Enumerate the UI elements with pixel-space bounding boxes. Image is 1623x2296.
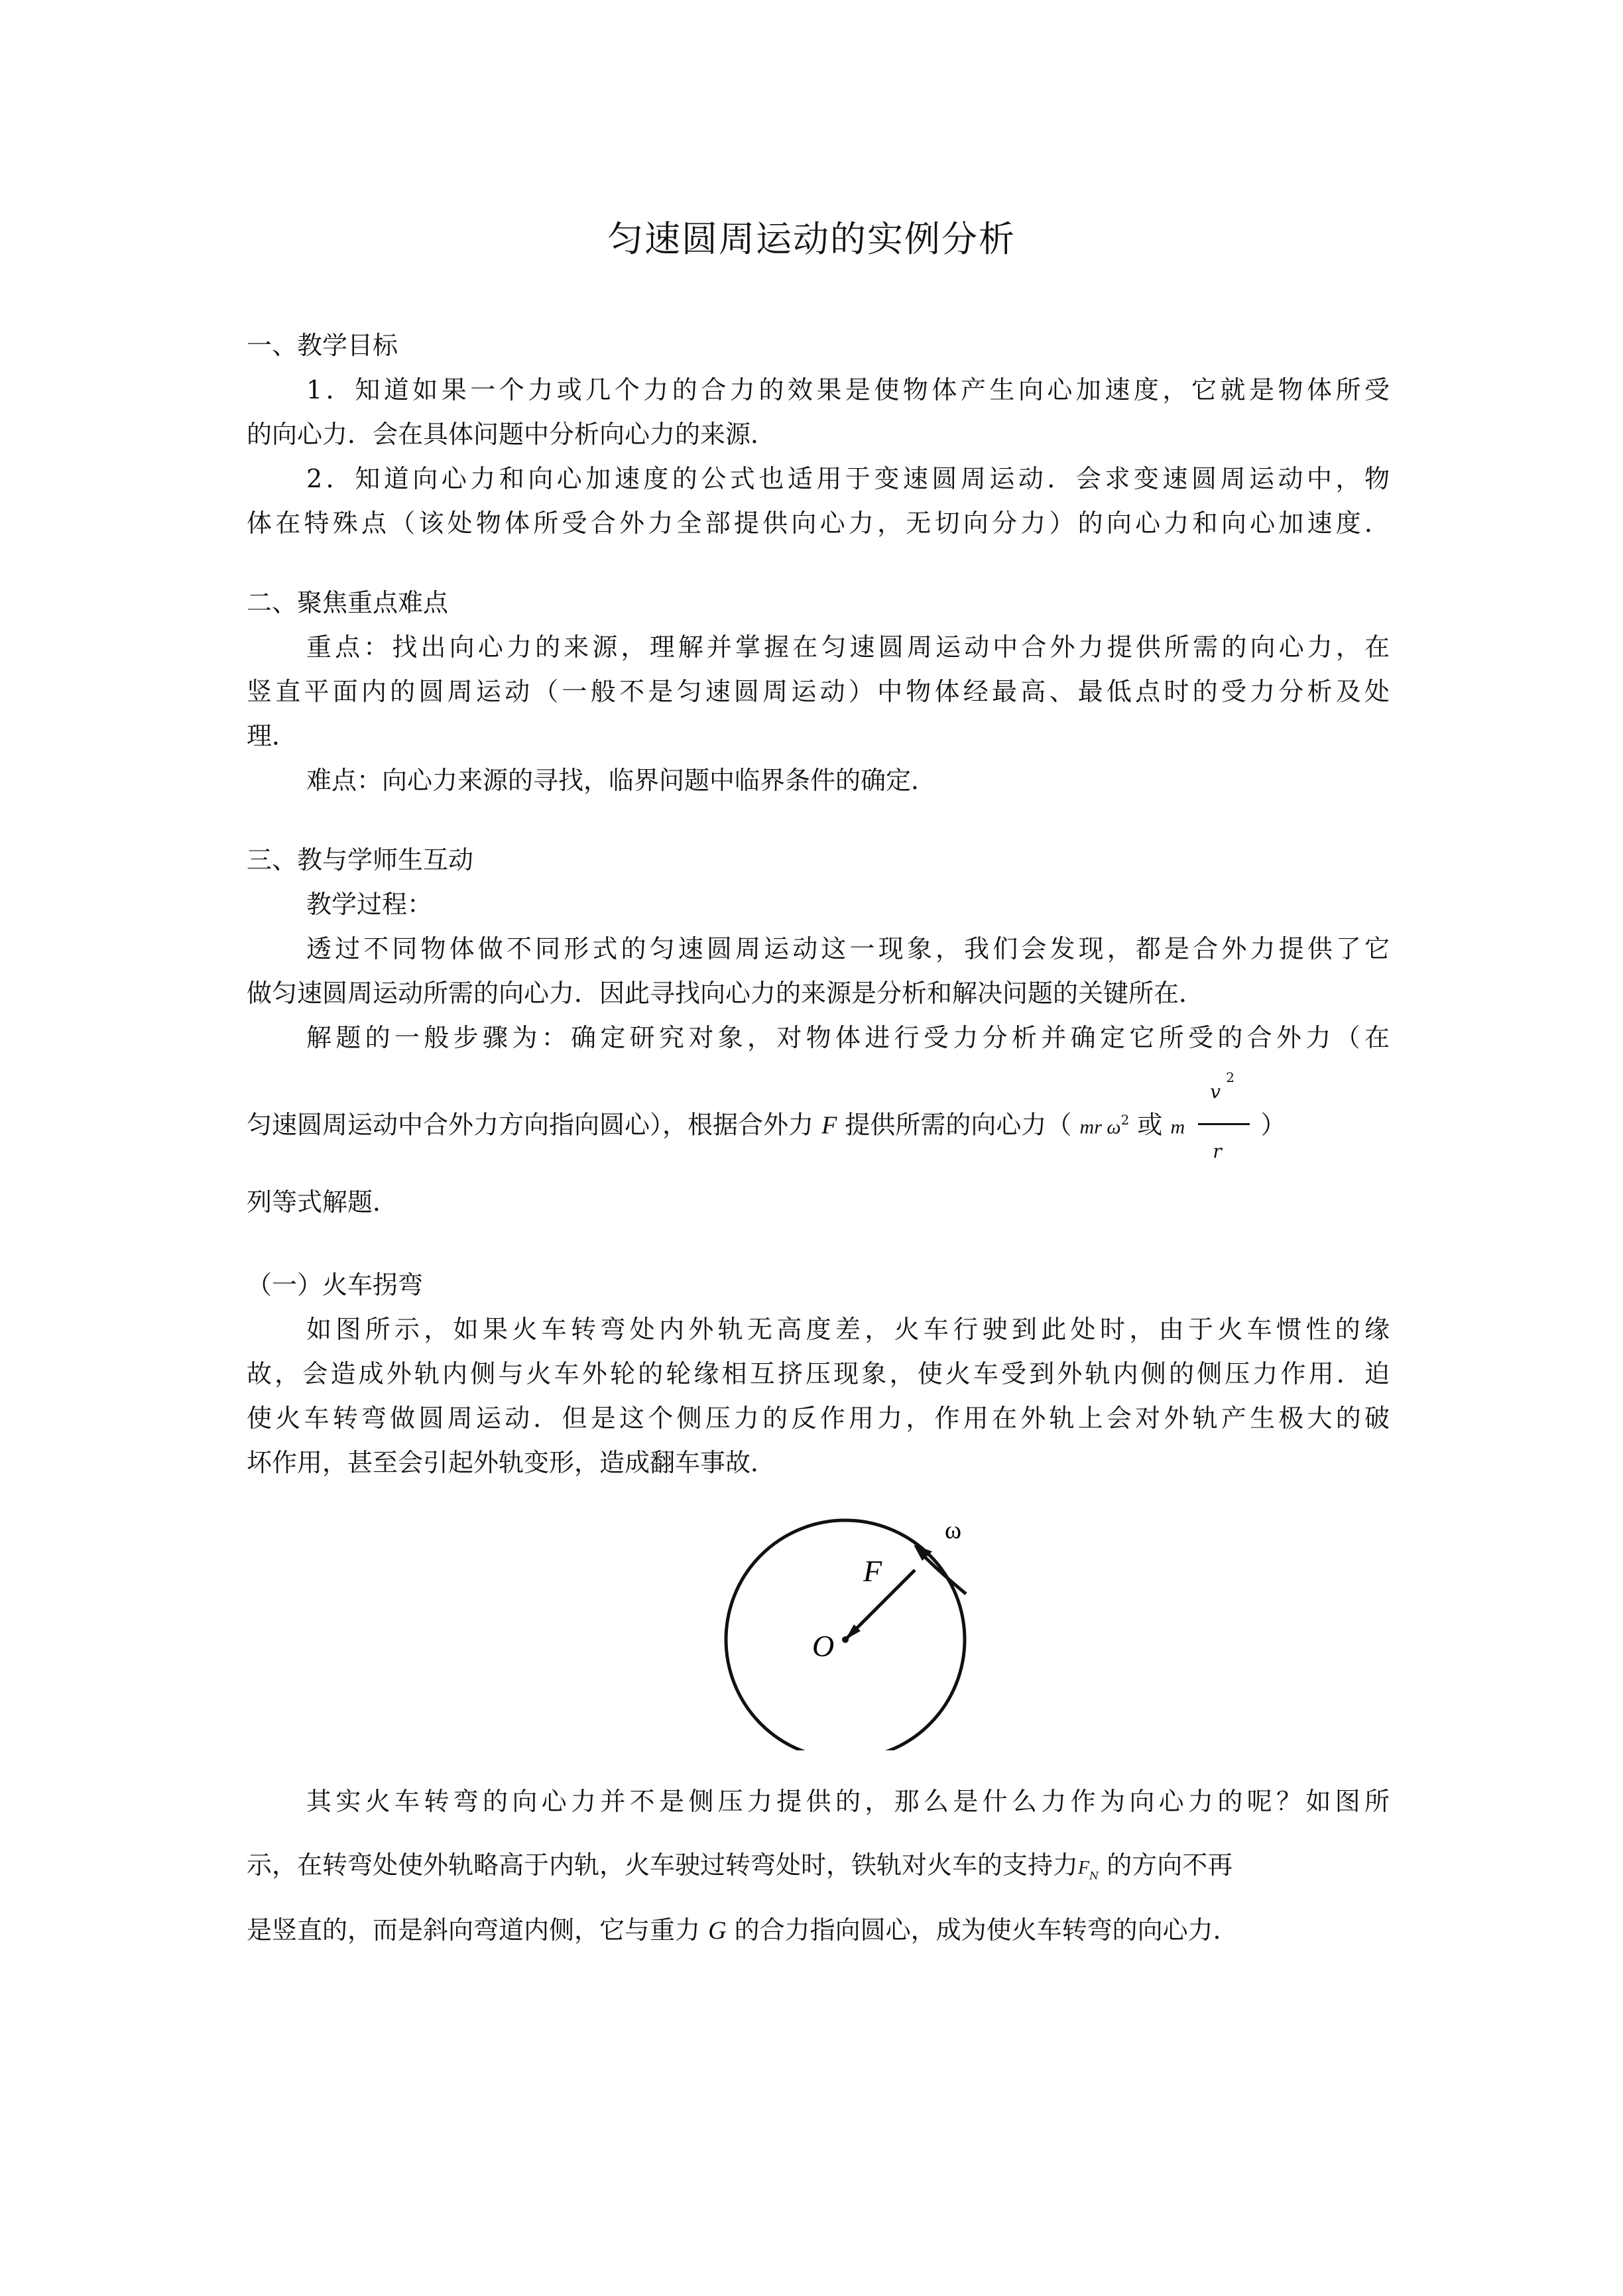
fraction-numerator: v	[1210, 1081, 1221, 1103]
section3-p2-line1: 解题的一般步骤为：确定研究对象，对物体进行受力分析并确定它所受的合外力（在	[306, 1023, 1390, 1052]
var-FN-sub: N	[1089, 1869, 1099, 1882]
section3-p1-line1: 透过不同物体做不同形式的匀速圆周运动这一现象，我们会发现，都是合外力提供了它	[306, 934, 1390, 963]
section1-item2-line1: 2．知道向心力和向心加速度的公式也适用于变速圆周运动．会求变速圆周运动中，物	[306, 464, 1390, 493]
p2-line2-text-a: 示，在转弯处使外轨略高于内轨，火车驶过转弯处时，铁轨对火车的支持力	[247, 1850, 1079, 1880]
subsection1-p1-line2: 故，会造成外轨内侧与火车外轮的轮缘相互挤压现象，使火车受到外轨内侧的侧压力作用．迫	[247, 1359, 1390, 1388]
subsection1-p2-line3	[247, 1913, 1238, 1947]
p2-line3-text-a: 是竖直的，而是斜向弯道内侧，它与重力	[247, 1915, 701, 1945]
close-paren: ）	[1260, 1110, 1286, 1140]
label-O: O	[812, 1629, 835, 1663]
section3-p2-line2	[247, 1069, 1286, 1163]
section1-item2-line2: 体在特殊点（该处物体所受合外力全部提供向心力，无切向分力）的向心力和向心加速度．	[247, 509, 1390, 538]
var-G: G	[708, 1917, 727, 1945]
var-F: F	[821, 1111, 837, 1140]
formula-fraction	[1193, 1069, 1252, 1163]
formula-exp: 2	[1120, 1112, 1130, 1128]
p2-line2-text-a: 匀速圆周运动中合外力方向指向圆心），根据合外力	[247, 1110, 814, 1140]
section3-p2-line3: 列等式解题．	[247, 1187, 398, 1217]
section2-key-line2: 竖直平面内的圆周运动（一般不是匀速圆周运动）中物体经最高、最低点时的受力分析及处	[247, 677, 1390, 706]
section1-item1-line1: 1．知道如果一个力或几个力的合力的效果是使物体产生向心加速度，它就是物体所受	[306, 375, 1390, 404]
p2-line3-text-b: 的合力指向圆心，成为使火车转弯的向心力．	[734, 1915, 1238, 1945]
section3-process-label: 教学过程：	[306, 890, 433, 919]
document-title: 匀速圆周运动的实例分析	[607, 218, 1016, 260]
section3-p1-line2: 做匀速圆周运动所需的向心力．因此寻找向心力的来源是分析和解决问题的关键所在．	[247, 979, 1205, 1008]
center-point	[842, 1636, 849, 1643]
label-F: F	[863, 1554, 882, 1588]
subsection1-p1-line1: 如图所示，如果火车转弯处内外轨无高度差，火车行驶到此处时，由于火车惯性的缘	[306, 1315, 1390, 1344]
subsection1-p2-line1: 其实火车转弯的向心力并不是侧压力提供的，那么是什么力作为向心力的呢？如图所	[306, 1787, 1390, 1816]
fraction-denominator: r	[1213, 1140, 1222, 1163]
formula-mr-omega: mr ω	[1079, 1116, 1121, 1138]
section2-difficult: 难点：向心力来源的寻找，临界问题中临界条件的确定．	[306, 766, 937, 795]
p2-line2-text-b: 的方向不再	[1107, 1850, 1233, 1880]
var-FN: F	[1078, 1858, 1090, 1878]
formula-m: m	[1170, 1116, 1185, 1138]
section2-key-line1: 重点：找出向心力的来源，理解并掌握在匀速圆周运动中合外力提供所需的向心力，在	[306, 633, 1390, 662]
fraction-bar	[1198, 1123, 1250, 1125]
p2-line2-text-b: 提供所需的向心力（	[845, 1110, 1072, 1140]
or-text: 或	[1137, 1110, 1163, 1140]
section1-heading: 一、教学目标	[247, 331, 398, 360]
section3-heading: 三、教与学师生互动	[247, 845, 474, 875]
section1-item1-line2: 的向心力．会在具体问题中分析向心力的来源．	[247, 420, 776, 449]
fraction-exponent: 2	[1226, 1069, 1234, 1086]
subsection1-heading: （一）火车拐弯	[247, 1270, 424, 1299]
circle-path	[726, 1520, 965, 1750]
section2-key-line3: 理．	[247, 721, 298, 751]
subsection1-p1-line3: 使火车转弯做圆周运动．但是这个侧压力的反作用力，作用在外轨上会对外轨产生极大的破	[247, 1404, 1390, 1433]
subsection1-p1-line4: 坏作用，甚至会引起外轨变形，造成翻车事故．	[247, 1448, 776, 1477]
subsection1-p2-line2	[247, 1848, 1232, 1893]
section2-heading: 二、聚焦重点难点	[247, 588, 449, 617]
label-omega: ω	[945, 1516, 962, 1544]
circular-motion-figure	[716, 1498, 981, 1750]
